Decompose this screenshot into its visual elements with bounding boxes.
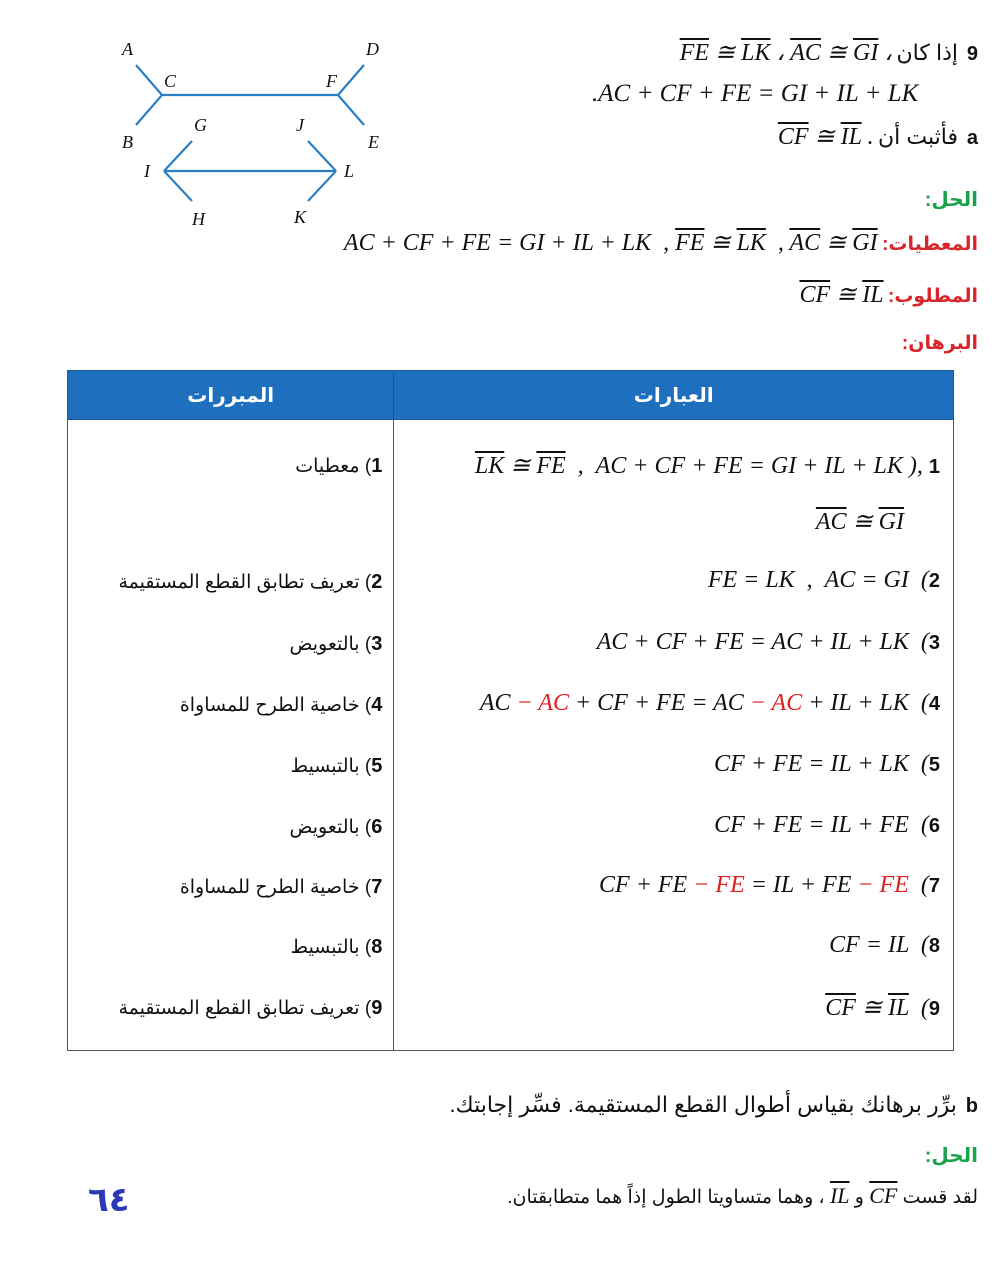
part-b-solution-heading: الحل: (924, 1145, 978, 1167)
statement-2: FE = LK , AC = GI (2 (707, 567, 940, 593)
point-label-c: C (164, 71, 177, 91)
required-line: المطلوب: $\overline{CF}$ ≅ $\overline{IL}$ (799, 282, 978, 308)
problem-number: 9 (966, 43, 978, 65)
problem-line-1: 9 إذا كان $\overline{FE}$ ≅ $\overline{LK}$ ، $\overline{AC}$ ≅ $\overline{GI}$ ، (679, 40, 978, 66)
statement-6: CF + FE = IL + FE (6 (714, 812, 940, 838)
point-label-i: I (144, 161, 150, 181)
point-label-g: G (194, 115, 207, 135)
solution-heading: الحل: (924, 189, 978, 211)
statement-5: CF + FE = IL + LK (5 (714, 751, 940, 777)
point-label-f: F (326, 71, 337, 91)
point-label-e: E (368, 132, 379, 152)
statement-1: 1 ,( LK ≅ FE , AC + CF + FE = GI + IL + LK (474, 453, 940, 479)
point-label-d: D (366, 39, 379, 59)
geometry-figure (100, 35, 400, 235)
reason-5: 5) بالتبسيط (290, 755, 383, 777)
statement-8: CF = IL (8 (829, 932, 940, 958)
header-statements: العبارات (394, 371, 954, 420)
point-label-a: A (122, 39, 133, 59)
proof-label: البرهان: (901, 333, 978, 354)
reason-3: 3) بالتعويض (289, 633, 383, 655)
point-label-j: J (296, 115, 304, 135)
reason-1: 1) معطيات (295, 455, 383, 477)
statement-9: $\overline{CF}$ ≅ $\overline{IL}$ (9 (825, 995, 940, 1021)
statement-4: AC − AC + CF + FE = AC − AC + IL + LK (4 (479, 690, 940, 716)
part-b-question: b برِّر برهانك بقياس أطوال القطع المستقيمة. فسِّر إجابتك. (449, 1092, 978, 1117)
header-reasons: المبررات (68, 371, 394, 420)
reason-9: 9) تعريف تطابق القطع المستقيمة (118, 997, 383, 1019)
reason-2: 2) تعريف تطابق القطع المستقيمة (118, 571, 383, 593)
point-label-l: L (344, 161, 355, 181)
proof-table (67, 370, 954, 1051)
page-number: ٦٤ (88, 1181, 130, 1219)
part-b-answer: لقد قست CF و IL ، وهما متساويتا الطول إذاً هما متطابقتان. (507, 1183, 978, 1208)
point-label-h: H (192, 209, 205, 229)
reason-8: 8) بالتبسيط (290, 936, 383, 958)
reason-6: 6) بالتعويض (289, 816, 383, 838)
problem-part-a: a فأثبت أن $\overline{CF}$ ≅ $\overline{IL}$ . (777, 124, 978, 150)
statement-7: CF + FE − FE = IL + FE − FE (7 (599, 872, 940, 898)
statement-3: AC + CF + FE = AC + IL + LK (3 (596, 629, 940, 655)
statement-1-cont: $\overline{AC}$ ≅ $\overline{GI}$ (815, 509, 904, 535)
reason-7: 7) خاصية الطرح للمساواة (179, 876, 383, 898)
problem-condition-1: $\overline{FE}$ ≅ $\overline{LK}$ ، $\overline{AC}$ ≅ $\overline{GI}$ ، (679, 40, 893, 66)
given-line: المعطيات: AC + CF + FE = GI + IL + LK , $\overline{FE}$ ≅ $\overline{LK}$ , $\overline{AC}$ ≅ $\overline{GI}$ (343, 230, 978, 256)
point-label-b: B (122, 132, 133, 152)
point-label-k: K (294, 207, 307, 227)
reason-4: 4) خاصية الطرح للمساواة (179, 694, 383, 716)
problem-line-2: .AC + CF + FE = GI + IL + LK (592, 80, 919, 107)
